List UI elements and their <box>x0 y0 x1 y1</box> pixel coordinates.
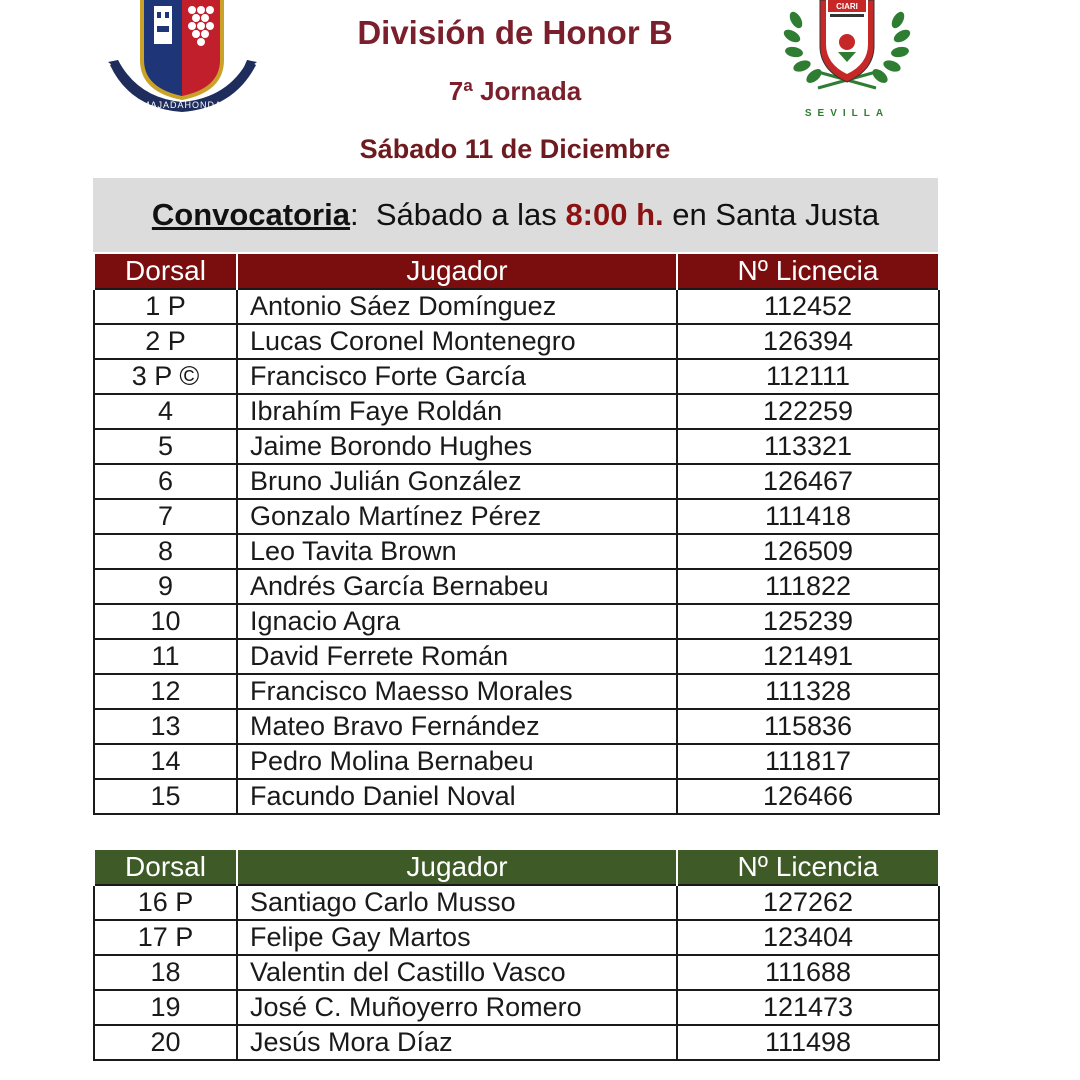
round-label: 7ª Jornada <box>448 76 582 106</box>
roster-table-main <box>93 254 940 815</box>
ciari-sevilla-crest-logo <box>778 0 916 122</box>
player-name-cell: Bruno Julián González <box>237 464 677 499</box>
license-cell: 125239 <box>677 604 939 639</box>
dorsal-cell: 1 P <box>94 289 237 324</box>
player-name-cell: Leo Tavita Brown <box>237 534 677 569</box>
player-name-cell: Francisco Forte García <box>237 359 677 394</box>
table-header-row <box>94 254 939 289</box>
table-row <box>94 990 939 1025</box>
player-name-cell: Ignacio Agra <box>237 604 677 639</box>
license-cell: 115836 <box>677 709 939 744</box>
dorsal-cell: 18 <box>94 955 237 990</box>
player-name-cell: Gonzalo Martínez Pérez <box>237 499 677 534</box>
player-name-cell: Ibrahím Faye Roldán <box>237 394 677 429</box>
convocatoria-time: 8:00 h. <box>565 197 664 232</box>
convocatoria-colon: : <box>349 197 376 232</box>
match-date: Sábado 11 de Diciembre <box>359 134 671 164</box>
player-name-cell: José C. Muñoyerro Romero <box>237 990 677 1025</box>
license-cell: 126509 <box>677 534 939 569</box>
license-cell: 111498 <box>677 1025 939 1060</box>
license-cell: 111817 <box>677 744 939 779</box>
dorsal-cell: 13 <box>94 709 237 744</box>
column-header-jugador: Jugador <box>237 850 677 885</box>
dorsal-cell: 4 <box>94 394 237 429</box>
table-row <box>94 885 939 920</box>
dorsal-cell: 10 <box>94 604 237 639</box>
player-name-cell: Mateo Bravo Fernández <box>237 709 677 744</box>
player-name-cell: Jaime Borondo Hughes <box>237 429 677 464</box>
svg-text:MAJADAHONDA: MAJADAHONDA <box>141 100 223 110</box>
license-cell: 126394 <box>677 324 939 359</box>
dorsal-cell: 2 P <box>94 324 237 359</box>
player-name-cell: Jesús Mora Díaz <box>237 1025 677 1060</box>
table-row <box>94 324 939 359</box>
table-row <box>94 639 939 674</box>
license-cell: 126466 <box>677 779 939 814</box>
player-name-cell: Valentin del Castillo Vasco <box>237 955 677 990</box>
column-header-jugador: Jugador <box>237 254 677 289</box>
dorsal-cell: 3 P © <box>94 359 237 394</box>
dorsal-cell: 8 <box>94 534 237 569</box>
column-header-dorsal: Dorsal <box>94 254 237 289</box>
table-row <box>94 709 939 744</box>
player-name-cell: Facundo Daniel Noval <box>237 779 677 814</box>
license-cell: 126467 <box>677 464 939 499</box>
convocatoria-text-before: Sábado a las <box>375 197 557 232</box>
license-cell: 111822 <box>677 569 939 604</box>
player-name-cell: Pedro Molina Bernabeu <box>237 744 677 779</box>
license-cell: 127262 <box>677 885 939 920</box>
dorsal-cell: 9 <box>94 569 237 604</box>
table-header-row <box>94 850 939 885</box>
license-cell: 111328 <box>677 674 939 709</box>
table-row <box>94 920 939 955</box>
player-name-cell: Antonio Sáez Domínguez <box>237 289 677 324</box>
page-title: División de Honor B <box>357 14 673 51</box>
column-header-dorsal: Dorsal <box>94 850 237 885</box>
column-header-licencia: Nº Licnecia <box>677 254 939 289</box>
dorsal-cell: 16 P <box>94 885 237 920</box>
license-cell: 121491 <box>677 639 939 674</box>
license-cell: 111688 <box>677 955 939 990</box>
dorsal-cell: 6 <box>94 464 237 499</box>
dorsal-cell: 17 P <box>94 920 237 955</box>
dorsal-cell: 11 <box>94 639 237 674</box>
dorsal-cell: 14 <box>94 744 237 779</box>
majadahonda-crest-logo <box>100 0 265 118</box>
table-row <box>94 604 939 639</box>
svg-text:SEVILLA: SEVILLA <box>804 108 890 119</box>
dorsal-cell: 19 <box>94 990 237 1025</box>
dorsal-cell: 5 <box>94 429 237 464</box>
dorsal-cell: 15 <box>94 779 237 814</box>
table-row <box>94 394 939 429</box>
table-row <box>94 674 939 709</box>
license-cell: 123404 <box>677 920 939 955</box>
dorsal-cell: 7 <box>94 499 237 534</box>
license-cell: 113321 <box>677 429 939 464</box>
table-row <box>94 744 939 779</box>
table-row <box>94 464 939 499</box>
table-row <box>94 569 939 604</box>
player-name-cell: Lucas Coronel Montenegro <box>237 324 677 359</box>
dorsal-cell: 12 <box>94 674 237 709</box>
player-name-cell: Francisco Maesso Morales <box>237 674 677 709</box>
table-row <box>94 955 939 990</box>
player-name-cell: Santiago Carlo Musso <box>237 885 677 920</box>
svg-text:CIARI: CIARI <box>836 2 858 11</box>
player-name-cell: Andrés García Bernabeu <box>237 569 677 604</box>
convocatoria-label: Convocatoria <box>151 197 350 232</box>
dorsal-cell: 20 <box>94 1025 237 1060</box>
roster-table-substitutes <box>93 850 940 1061</box>
license-cell: 111418 <box>677 499 939 534</box>
table-row <box>94 534 939 569</box>
table-row <box>94 289 939 324</box>
player-name-cell: Felipe Gay Martos <box>237 920 677 955</box>
convocatoria-banner <box>93 178 938 252</box>
license-cell: 122259 <box>677 394 939 429</box>
license-cell: 112452 <box>677 289 939 324</box>
table-row <box>94 1025 939 1060</box>
table-row <box>94 499 939 534</box>
license-cell: 121473 <box>677 990 939 1025</box>
table-row <box>94 429 939 464</box>
license-cell: 112111 <box>677 359 939 394</box>
column-header-licencia: Nº Licencia <box>677 850 939 885</box>
table-row <box>94 359 939 394</box>
convocatoria-text-after: en Santa Justa <box>672 197 880 232</box>
table-row <box>94 779 939 814</box>
player-name-cell: David Ferrete Román <box>237 639 677 674</box>
